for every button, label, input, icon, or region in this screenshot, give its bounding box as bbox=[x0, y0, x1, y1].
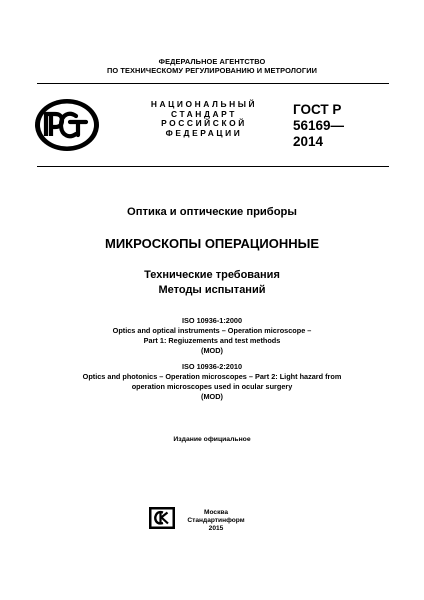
iso-reference-1 bbox=[0, 316, 424, 356]
top-divider bbox=[37, 83, 389, 84]
standard-code-line-1: ГОСТ Р bbox=[293, 102, 342, 117]
iso-title-line-1: Optics and optical instruments – Operation microscope – bbox=[112, 326, 312, 335]
iso-mod: (MOD) bbox=[201, 346, 223, 355]
iso-title-line-2: Part 1: Regiuzements and test methods bbox=[143, 336, 281, 345]
publisher-city: Москва bbox=[203, 509, 229, 516]
agency-line-2: ПО ТЕХНИЧЕСКОМУ РЕГУЛИРОВАНИЮ И МЕТРОЛОГИИ bbox=[106, 66, 318, 75]
iso-title-line-2: operation microscopes used in ocular surgery bbox=[131, 382, 293, 391]
iso-code: ISO 10936-2:2010 bbox=[181, 362, 243, 371]
header-bottom-divider bbox=[37, 166, 389, 167]
category-title: Оптика и оптические приборы bbox=[127, 206, 297, 218]
pct-certification-mark-icon bbox=[32, 95, 102, 160]
agency-line-1: ФЕДЕРАЛЬНОЕ АГЕНТСТВО bbox=[158, 57, 266, 66]
national-line-2: СТАНДАРТ bbox=[171, 108, 237, 119]
standard-code-year: 2014 bbox=[293, 134, 324, 149]
publisher-year: 2015 bbox=[208, 525, 224, 533]
national-line-4: ФЕДЕРАЦИИ bbox=[165, 127, 243, 138]
iso-code: ISO 10936-1:2000 bbox=[181, 316, 243, 325]
publisher-info bbox=[186, 509, 246, 534]
publisher-name: Стандартинформ bbox=[187, 517, 245, 525]
national-standard-label bbox=[140, 100, 268, 138]
main-title: МИКРОСКОПЫ ОПЕРАЦИОННЫЕ bbox=[104, 236, 319, 251]
national-line-1: НАЦИОНАЛЬНЫЙ bbox=[150, 99, 258, 109]
national-line-3: РОССИЙСКОЙ bbox=[161, 118, 247, 129]
agency-header bbox=[0, 57, 424, 75]
iso-reference-2 bbox=[0, 362, 424, 402]
subtitle-line-2: Методы испытаний bbox=[158, 284, 266, 296]
subtitle-line-1: Технические требования bbox=[144, 269, 280, 281]
iso-mod: (MOD) bbox=[201, 392, 223, 401]
standartinform-logo-icon bbox=[148, 505, 176, 536]
standard-code-line-2: 56169— bbox=[293, 118, 345, 133]
standard-code bbox=[293, 102, 344, 150]
subtitle bbox=[0, 268, 424, 298]
iso-title-line-1: Optics and photonics – Operation microscopes – Part 2: Light hazard from bbox=[82, 372, 342, 381]
edition-label: Издание официальное bbox=[173, 436, 251, 443]
